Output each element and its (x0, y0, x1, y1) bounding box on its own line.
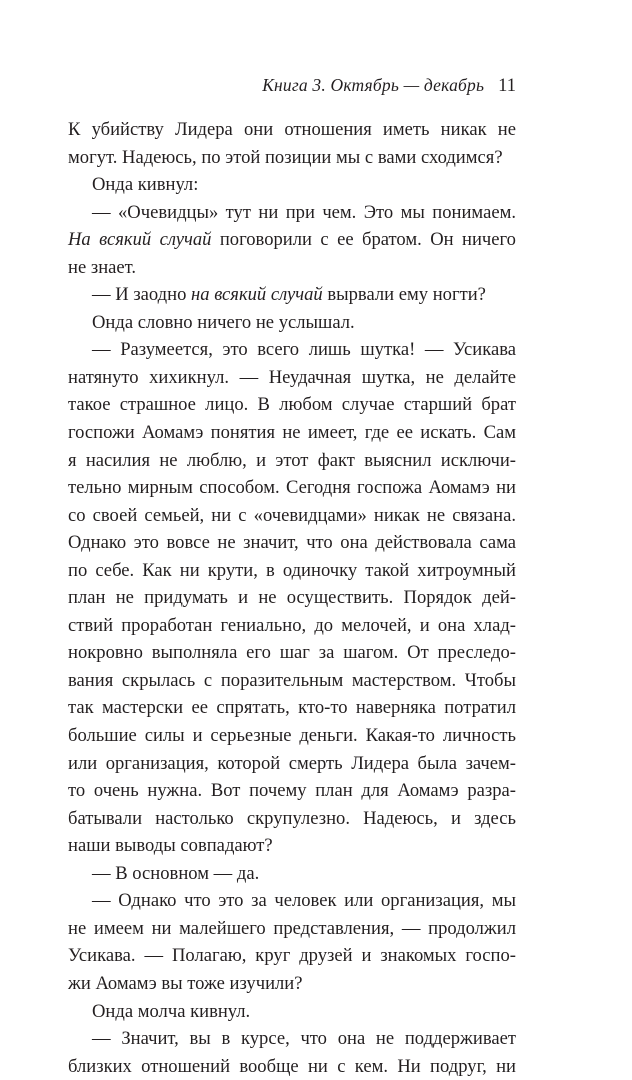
text-line (68, 750, 516, 778)
text-line (68, 639, 516, 667)
text-segment: Усикава. — Полагаю, круг друзей и знакомых госпо- (68, 945, 516, 967)
text-segment: госпожи Аомамэ понятия не имеет, где ее искать. Сам (68, 422, 516, 444)
text-segment: — «Очевидцы» тут ни при чем. Это мы понимаем. (92, 201, 516, 223)
text-segment: могут. Надеюсь, по этой позиции мы с вами сходимся? (68, 146, 503, 168)
text-line (68, 447, 516, 475)
text-line (68, 805, 516, 833)
text-line (68, 336, 516, 364)
text-segment-italic: на всякий случай (191, 284, 323, 306)
text-segment: — Однако что это за человек или организация, мы (92, 890, 516, 912)
text-line (68, 199, 516, 227)
text-segment: близких отношений вообще ни с кем. Ни подруг, ни (68, 1055, 516, 1077)
text-segment: нокровно выполняла его шаг за шагом. От преследо- (68, 642, 516, 664)
text-segment: ствий проработан гениально, до мелочей, и она хлад- (68, 614, 516, 636)
text-line (68, 1025, 516, 1053)
text-line (68, 584, 516, 612)
text-line (68, 364, 516, 392)
text-segment: наши выводы совпадают? (68, 835, 273, 857)
text-line (68, 419, 516, 447)
text-segment: — Значит, вы в курсе, что она не поддерживает (92, 1028, 516, 1050)
text-line (68, 116, 516, 144)
running-head-title: Книга 3. Октябрь — декабрь (262, 75, 485, 95)
text-line (68, 281, 516, 309)
text-line (68, 667, 516, 695)
text-line (68, 694, 516, 722)
text-line (68, 391, 516, 419)
page-number: 11 (498, 76, 516, 96)
text-segment: не имеем ни малейшего представления, — продолжил (68, 917, 516, 939)
text-segment: я насилия не люблю, и этот факт выяснил исключи- (68, 449, 516, 471)
text-segment: — Разумеется, это всего лишь шутка! — Усикава (92, 339, 516, 361)
text-segment: натянуто хихикнул. — Неудачная шутка, не делайте (68, 366, 516, 388)
text-segment: то очень нужна. Вот почему план для Аомамэ разра- (68, 780, 516, 802)
text-segment: или организация, которой смерть Лидера была зачем- (68, 752, 516, 774)
text-line (68, 942, 516, 970)
text-line (68, 1053, 516, 1080)
text-segment: большие силы и серьезные деньги. Какая-то личность (68, 725, 516, 747)
text-segment: батывали настолько скрупулезно. Надеюсь, и здесь (68, 807, 516, 829)
text-line (68, 226, 516, 254)
text-line (68, 887, 516, 915)
text-line (68, 860, 516, 888)
text-segment: Онда словно ничего не услышал. (92, 311, 355, 333)
text-segment: жи Аомамэ вы тоже изучили? (68, 972, 303, 994)
text-segment-italic: На всякий случай (68, 229, 212, 251)
text-segment: вырвали ему ногти? (322, 284, 486, 306)
text-segment: так мастерски ее спрятать, кто-то наверняка потратил (68, 697, 516, 719)
text-line (68, 722, 516, 750)
text-line (68, 970, 516, 998)
text-segment: поговорили с ее братом. Он ничего (211, 229, 516, 251)
body-text (68, 116, 516, 1080)
text-line (68, 502, 516, 530)
running-head (262, 73, 516, 98)
text-line (68, 612, 516, 640)
text-line (68, 171, 516, 199)
text-segment: Онда кивнул: (92, 174, 199, 196)
text-line (68, 474, 516, 502)
text-segment: по себе. Как ни крути, в одиночку такой хитроумный (68, 559, 516, 581)
text-line (68, 777, 516, 805)
text-segment: со своей семьей, ни с «очевидцами» никак не связана. (68, 504, 516, 526)
text-line (68, 144, 516, 172)
text-segment: тельно мирным способом. Сегодня госпожа Аомамэ ни (68, 477, 516, 499)
text-line (68, 309, 516, 337)
text-segment: план не придумать и не осуществить. Порядок дей- (68, 587, 516, 609)
text-segment: Однако это вовсе не значит, что она действовала сама (68, 532, 516, 554)
text-line (68, 254, 516, 282)
text-line (68, 832, 516, 860)
text-line (68, 915, 516, 943)
text-segment: не знает. (68, 256, 137, 278)
text-line (68, 557, 516, 585)
text-segment: такое страшное лицо. В любом случае старший брат (68, 394, 516, 416)
text-segment: Онда молча кивнул. (92, 1000, 251, 1022)
text-segment: — И заодно (92, 284, 192, 306)
text-segment: К убийству Лидера они отношения иметь никак не (68, 119, 516, 140)
text-segment: вания скрылась с поразительным мастерством. Чтобы (68, 669, 516, 691)
text-line (68, 998, 516, 1026)
text-line (68, 529, 516, 557)
text-segment: — В основном — да. (92, 862, 260, 884)
